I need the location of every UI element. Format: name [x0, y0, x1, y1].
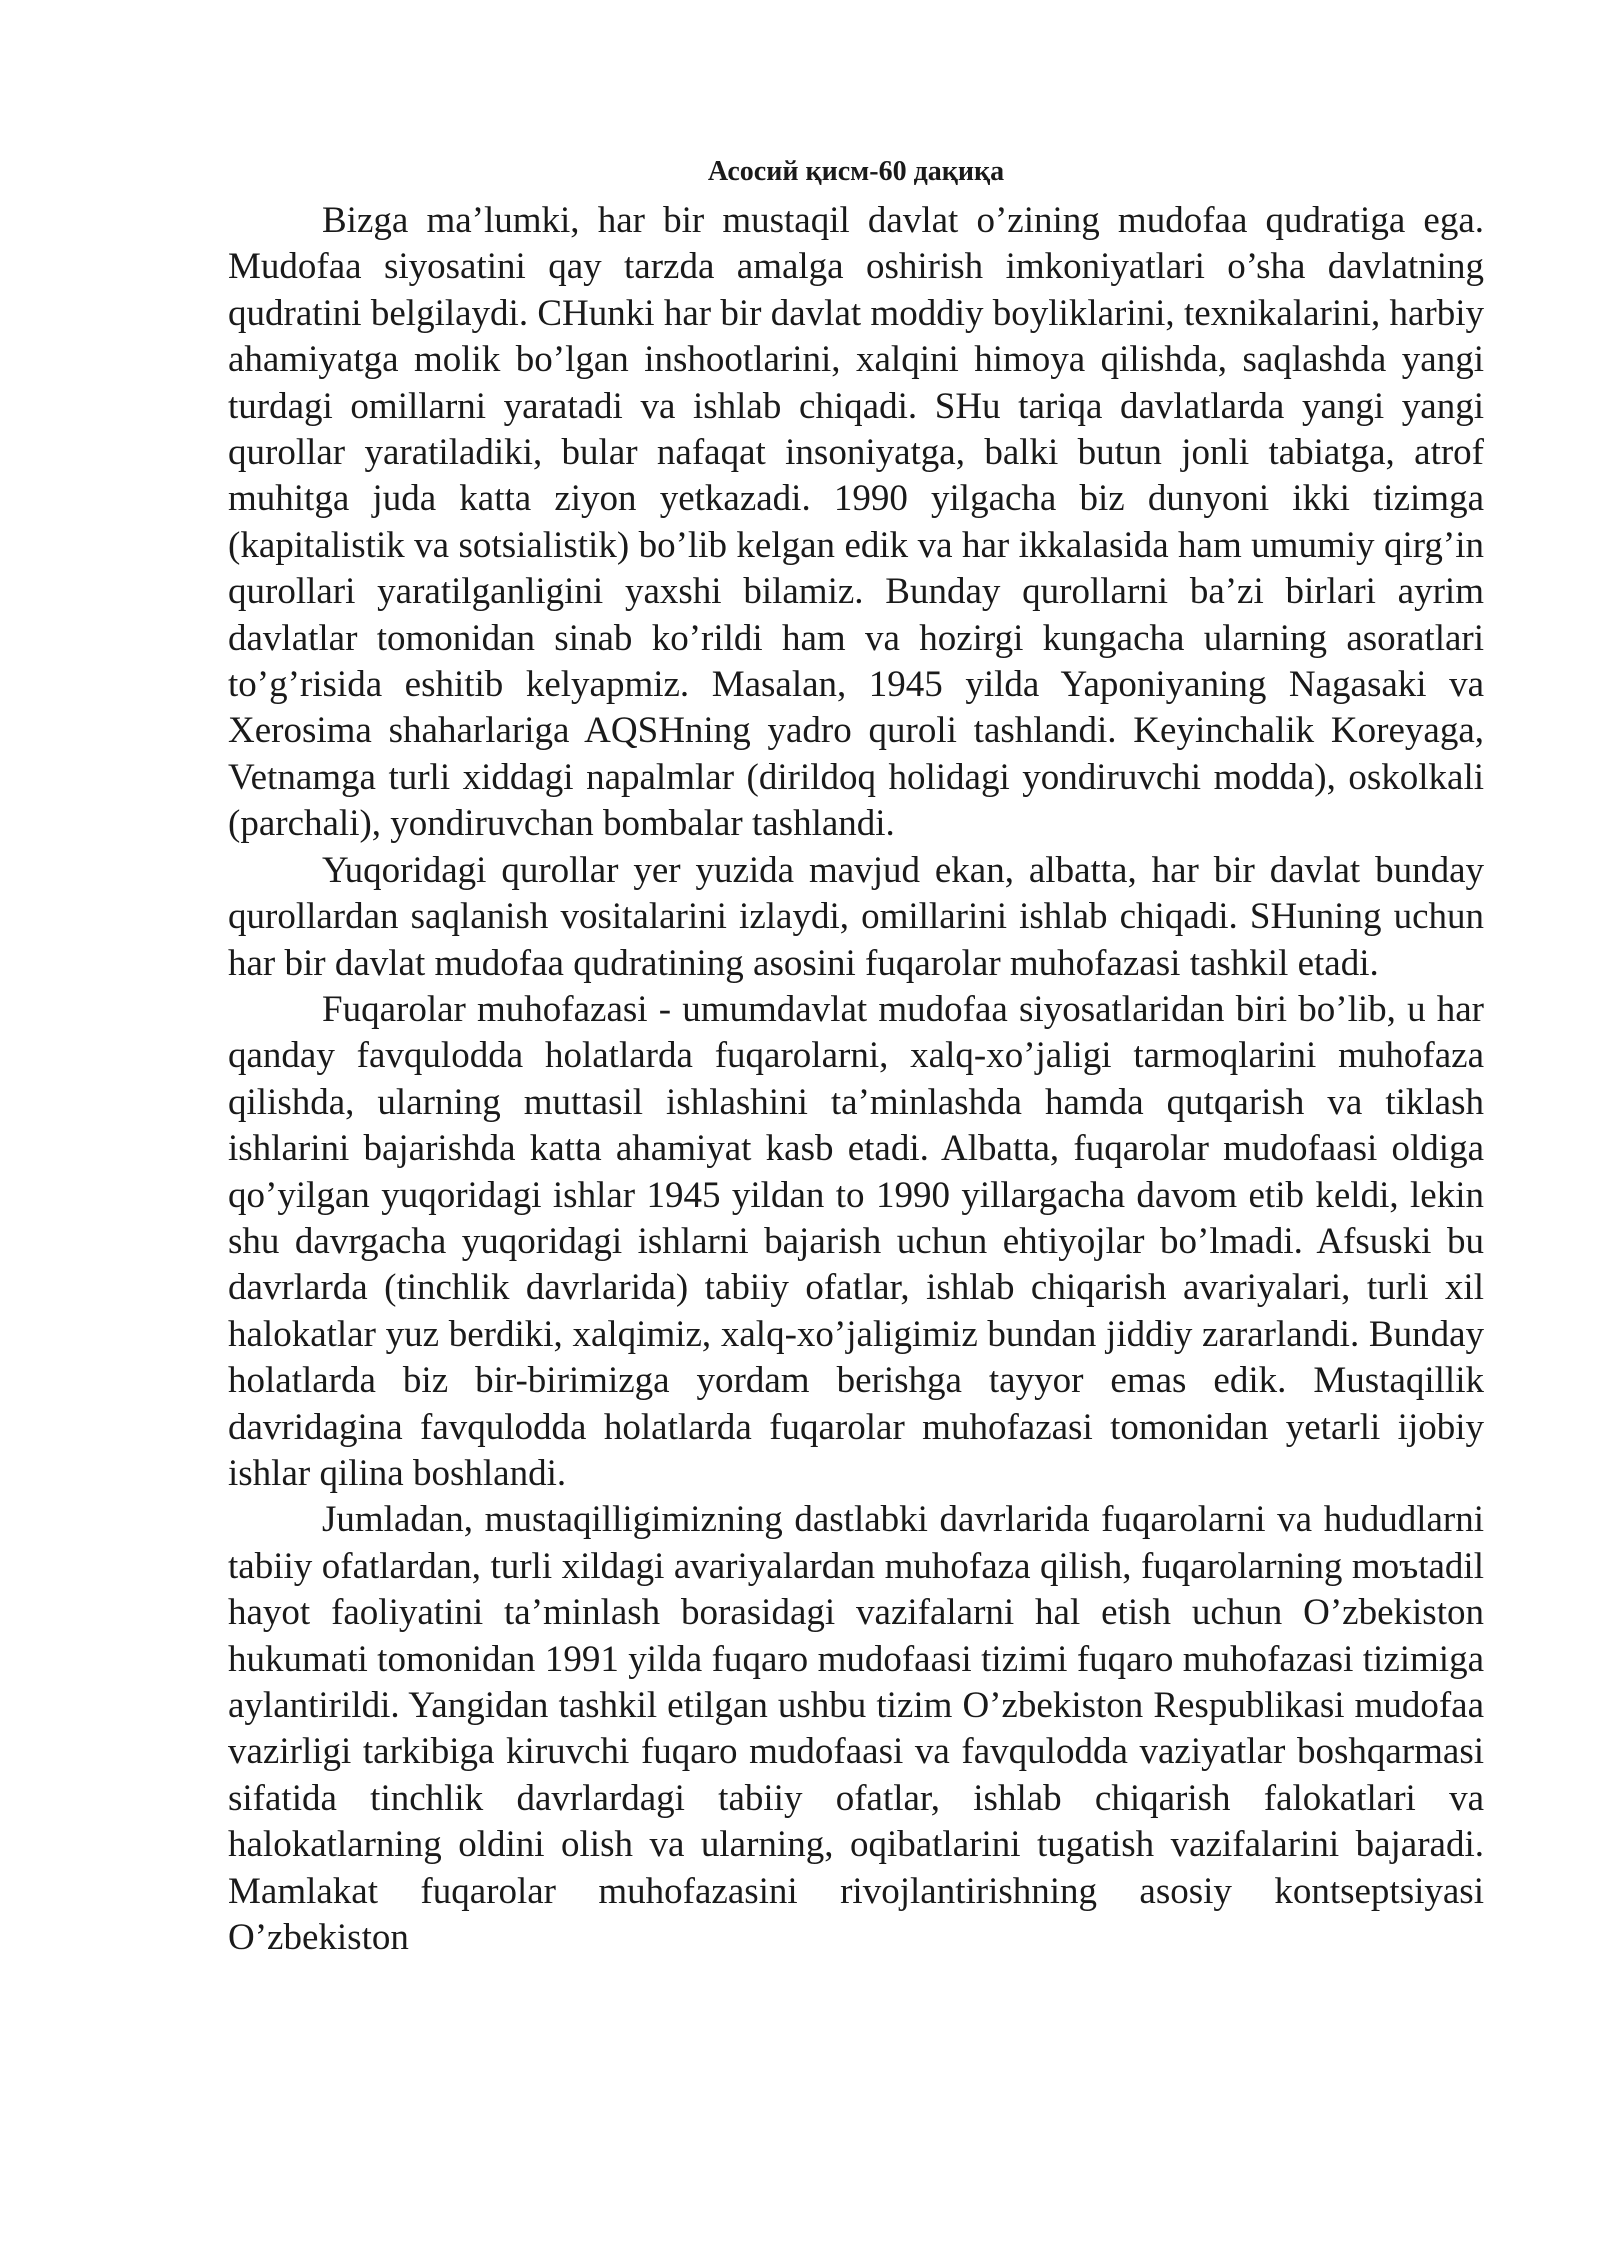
- document-page: [228, 148, 1484, 1961]
- section-heading: Асосий қисм-60 дақиқа: [707, 156, 1005, 187]
- paragraph-1: Bizga ma’lumki, har bir mustaqil davlat o’zining mudofaa qudratiga ega. Mudofaa siyosatini qay tarzda amalga oshirish imkoniyatlari o’sha davlatning qudratini belgilaydi. CHunki har bir davlat moddiy boyliklarini, texnikalarini, harbiy ahamiyatga molik bo’lgan inshootlarini, xalqini himoya qilishda, saqlashda yangi turdagi omillarni yaratadi va ishlab chiqadi. SHu tariqa davlatlarda yangi yangi qurollar yaratiladiki, bular nafaqat insoniyatga, balki butun jonli tabiatga, atrof muhitga juda katta ziyon yetkazadi. 1990 yilgacha biz dunyoni ikki tizimga (kapitalistik va sotsialistik) bo’lib kelgan edik va har ikkalasida ham umumiy qirg’in qurollari yaratilganligini yaxshi bilamiz. Bunday qurollarni ba’zi birlari ayrim davlatlar tomonidan sinab ko’rildi ham va hozirgi kungacha ularning asoratlari to’g’risida eshitib kelyapmiz. Masalan, 1945 yilda Yaponiyaning Nagasaki va Xerosima shaharlariga AQSHning yadro quroli tashlandi. Keyinchalik Koreyaga, Vetnamga turli xiddagi napalmlar (dirildoq holidagi yondiruvchi modda), oskolkali (parchali), yondiruvchan bombalar tashlandi.: [228, 200, 1484, 845]
- paragraph-4: Jumladan, mustaqilligimizning dastlabki davrlarida fuqarolarni va hududlarni tabiiy ofatlardan, turli xildagi avariyalardan muhofaza qilish, fuqarolarning moъtadil hayot faoliyatini ta’minlash borasidagi vazifalarni hal etish uchun O’zbekiston hukumati tomonidan 1991 yilda fuqaro mudofaasi tizimi fuqaro muhofazasi tizimiga aylantirildi. Yangidan tashkil etilgan ushbu tizim O’zbekiston Respublikasi mudofaa vazirligi tarkibiga kiruvchi fuqaro mudofaasi va favqulodda vaziyatlar boshqarmasi sifatida tinchlik davrlardagi tabiiy ofatlar, ishlab chiqarish falokatlari va halokatlarning oldini olish va ularning, oqibatlarini tugatish vazifalarini bajaradi. Mamlakat fuqarolar muhofazasini rivojlantirishning asosiy kontseptsiyasi O’zbekiston: [228, 1499, 1484, 1959]
- paragraph-2: Yuqoridagi qurollar yer yuzida mavjud ekan, albatta, har bir davlat bunday qurollardan saqlanish vositalarini izlaydi, omillarini ishlab chiqadi. SHuning uchun har bir davlat mudofaa qudratining asosini fuqarolar muhofazasi tashkil etadi.: [228, 849, 1484, 984]
- paragraph-3: Fuqarolar muhofazasi - umumdavlat mudofaa siyosatlaridan biri bo’lib, u har qanday favqulodda holatlarda fuqarolarni, xalq-xo’jaligi tarmoqlarini muhofaza qilishda, ularning muttasil ishlashini ta’minlashda hamda qutqarish va tiklash ishlarini bajarishda katta ahamiyat kasb etadi. Albatta, fuqarolar mudofaasi oldiga qo’yilgan yuqoridagi ishlar 1945 yildan to 1990 yillargacha davom etib keldi, lekin shu davrgacha yuqoridagi ishlarni bajarish uchun ehtiyojlar bo’lmadi. Afsuski bu davrlarda (tinchlik davrlarida) tabiiy ofatlar, ishlab chiqarish avariyalari, turli xil halokatlar yuz berdiki, xalqimiz, xalq-xo’jaligimiz bundan jiddiy zararlandi. Bunday holatlarda biz bir-birimizga yordam berishga tayyor emas edik. Mustaqillik davridagina favqulodda holatlarda fuqarolar muhofazasi tomonidan yetarli ijobiy ishlar qilina boshlandi.: [228, 988, 1484, 1494]
